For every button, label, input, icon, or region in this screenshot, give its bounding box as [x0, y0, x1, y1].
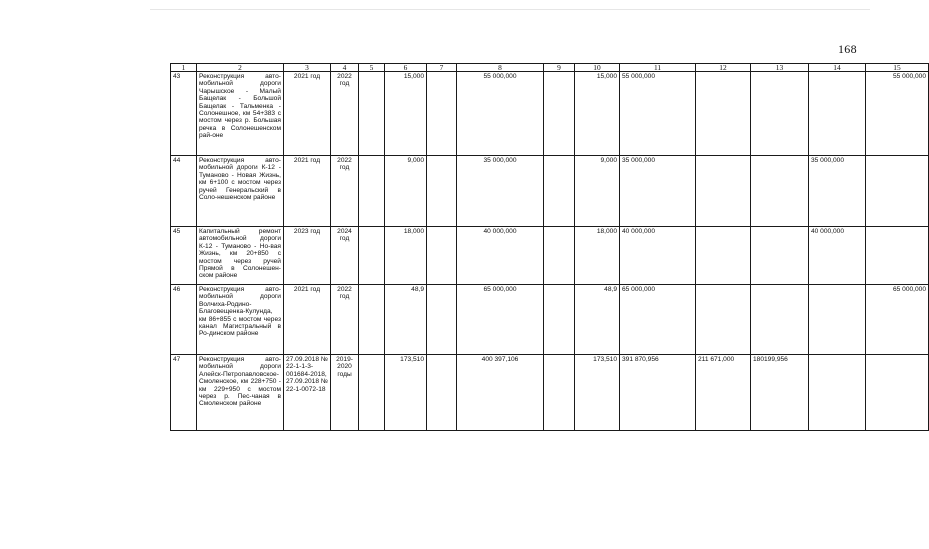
header-cell: 15 — [866, 64, 929, 72]
cell-col15 — [866, 156, 929, 227]
end-year: 2019-2020 годы — [331, 355, 359, 431]
header-cell: 8 — [457, 64, 544, 72]
table-row — [171, 227, 929, 285]
cell-col13 — [751, 72, 809, 156]
cell-col10: 9,000 — [575, 156, 620, 227]
cell-col6: 18,000 — [385, 227, 427, 285]
cell-col14: 35 000,000 — [809, 156, 866, 227]
cell-col14: 40 000,000 — [809, 227, 866, 285]
cell-col7 — [427, 227, 457, 285]
cell-col6: 15,000 — [385, 72, 427, 156]
cell-col11: 35 000,000 — [620, 156, 696, 227]
cell-col5 — [359, 285, 385, 355]
end-year: 2022 год — [331, 285, 359, 355]
cell-col14 — [809, 285, 866, 355]
row-number: 45 — [171, 227, 197, 285]
cell-col11: 65 000,000 — [620, 285, 696, 355]
cell-col15: 55 000,000 — [866, 72, 929, 156]
cell-col10: 48,9 — [575, 285, 620, 355]
header-row — [171, 64, 929, 72]
cell-col9 — [544, 156, 575, 227]
cell-col14 — [809, 72, 866, 156]
start-year: 27.09.2018 № 22-1-1-3-001684-2018, 27.09.2018 № 22-1-0072-18 — [284, 355, 331, 431]
cell-col15: 65 000,000 — [866, 285, 929, 355]
row-number: 46 — [171, 285, 197, 355]
row-number: 43 — [171, 72, 197, 156]
header-cell: 3 — [284, 64, 331, 72]
cell-col7 — [427, 285, 457, 355]
end-year: 2022 год — [331, 156, 359, 227]
object-name: Реконструкция авто-мобильной дороги Алейск-Петропавловское-Смоленское, км 228+750 - км 229+950 с мостом через р. Пес-чаная в Смоленском районе — [197, 355, 284, 431]
cell-col12 — [696, 72, 751, 156]
cell-col12 — [696, 227, 751, 285]
header-cell: 6 — [385, 64, 427, 72]
cell-col8: 35 000,000 — [457, 156, 544, 227]
row-number: 44 — [171, 156, 197, 227]
cell-col6: 9,000 — [385, 156, 427, 227]
cell-col13 — [751, 285, 809, 355]
header-cell: 5 — [359, 64, 385, 72]
cell-col8: 400 397,106 — [457, 355, 544, 431]
cell-col11: 55 000,000 — [620, 72, 696, 156]
cell-col7 — [427, 355, 457, 431]
header-cell: 4 — [331, 64, 359, 72]
header-cell: 9 — [544, 64, 575, 72]
table-row — [171, 285, 929, 355]
end-year: 2022 год — [331, 72, 359, 156]
cell-col14 — [809, 355, 866, 431]
cell-col13 — [751, 227, 809, 285]
cell-col15 — [866, 227, 929, 285]
row-number: 47 — [171, 355, 197, 431]
table-row — [171, 355, 929, 431]
start-year: 2021 год — [284, 72, 331, 156]
cell-col9 — [544, 227, 575, 285]
start-year: 2021 год — [284, 156, 331, 227]
cell-col10: 15,000 — [575, 72, 620, 156]
cell-col10: 18,000 — [575, 227, 620, 285]
object-name: Капитальный ремонт автомобильной дороги К-12 - Туманово - Но-вая Жизнь, км 20+850 с мостом через ручей Прямой в Солонешен-ском районе — [197, 227, 284, 285]
header-cell: 13 — [751, 64, 809, 72]
cell-col11: 40 000,000 — [620, 227, 696, 285]
cell-col7 — [427, 72, 457, 156]
header-cell: 2 — [197, 64, 284, 72]
cell-col9 — [544, 72, 575, 156]
cell-col6: 173,510 — [385, 355, 427, 431]
start-year: 2023 год — [284, 227, 331, 285]
cell-col15 — [866, 355, 929, 431]
cell-col9 — [544, 285, 575, 355]
cell-col10: 173,510 — [575, 355, 620, 431]
cell-col5 — [359, 156, 385, 227]
scan-artifact-line — [150, 9, 870, 10]
object-name: Реконструкция авто-мобильной дороги Чарышское - Малый Бащелак - Большой Бащелак - Тальменка - Солонешное, км 54+383 с мостом через р. Большая речка в Солонешенском рай-оне — [197, 72, 284, 156]
cell-col5 — [359, 355, 385, 431]
end-year: 2024 год — [331, 227, 359, 285]
header-cell: 1 — [171, 64, 197, 72]
table-row — [171, 156, 929, 227]
cell-col13: 180199,956 — [751, 355, 809, 431]
cell-col8: 40 000,000 — [457, 227, 544, 285]
object-name: Реконструкция авто-мобильной дороги К-12 - Туманово - Новая Жизнь, км 6+100 с мостом через ручей Генеральский в Соло-нешенском районе — [197, 156, 284, 227]
table-row — [171, 72, 929, 156]
cell-col12: 211 671,000 — [696, 355, 751, 431]
start-year: 2021 год — [284, 285, 331, 355]
cell-col5 — [359, 72, 385, 156]
cell-col6: 48,9 — [385, 285, 427, 355]
header-cell: 12 — [696, 64, 751, 72]
header-cell: 7 — [427, 64, 457, 72]
page-number: 168 — [838, 42, 857, 56]
cell-col8: 65 000,000 — [457, 285, 544, 355]
cell-col12 — [696, 285, 751, 355]
header-cell: 11 — [620, 64, 696, 72]
cell-col11: 391 870,956 — [620, 355, 696, 431]
cell-col13 — [751, 156, 809, 227]
object-name: Реконструкция авто-мобильной дороги Волчиха-Родино-Благовещенка-Кулунда, км 86+855 с мостом через канал Магистральный в Ро-динском районе — [197, 285, 284, 355]
cell-col8: 55 000,000 — [457, 72, 544, 156]
cell-col5 — [359, 227, 385, 285]
cell-col12 — [696, 156, 751, 227]
cell-col7 — [427, 156, 457, 227]
cell-col9 — [544, 355, 575, 431]
header-cell: 10 — [575, 64, 620, 72]
data-table — [170, 63, 929, 431]
header-cell: 14 — [809, 64, 866, 72]
